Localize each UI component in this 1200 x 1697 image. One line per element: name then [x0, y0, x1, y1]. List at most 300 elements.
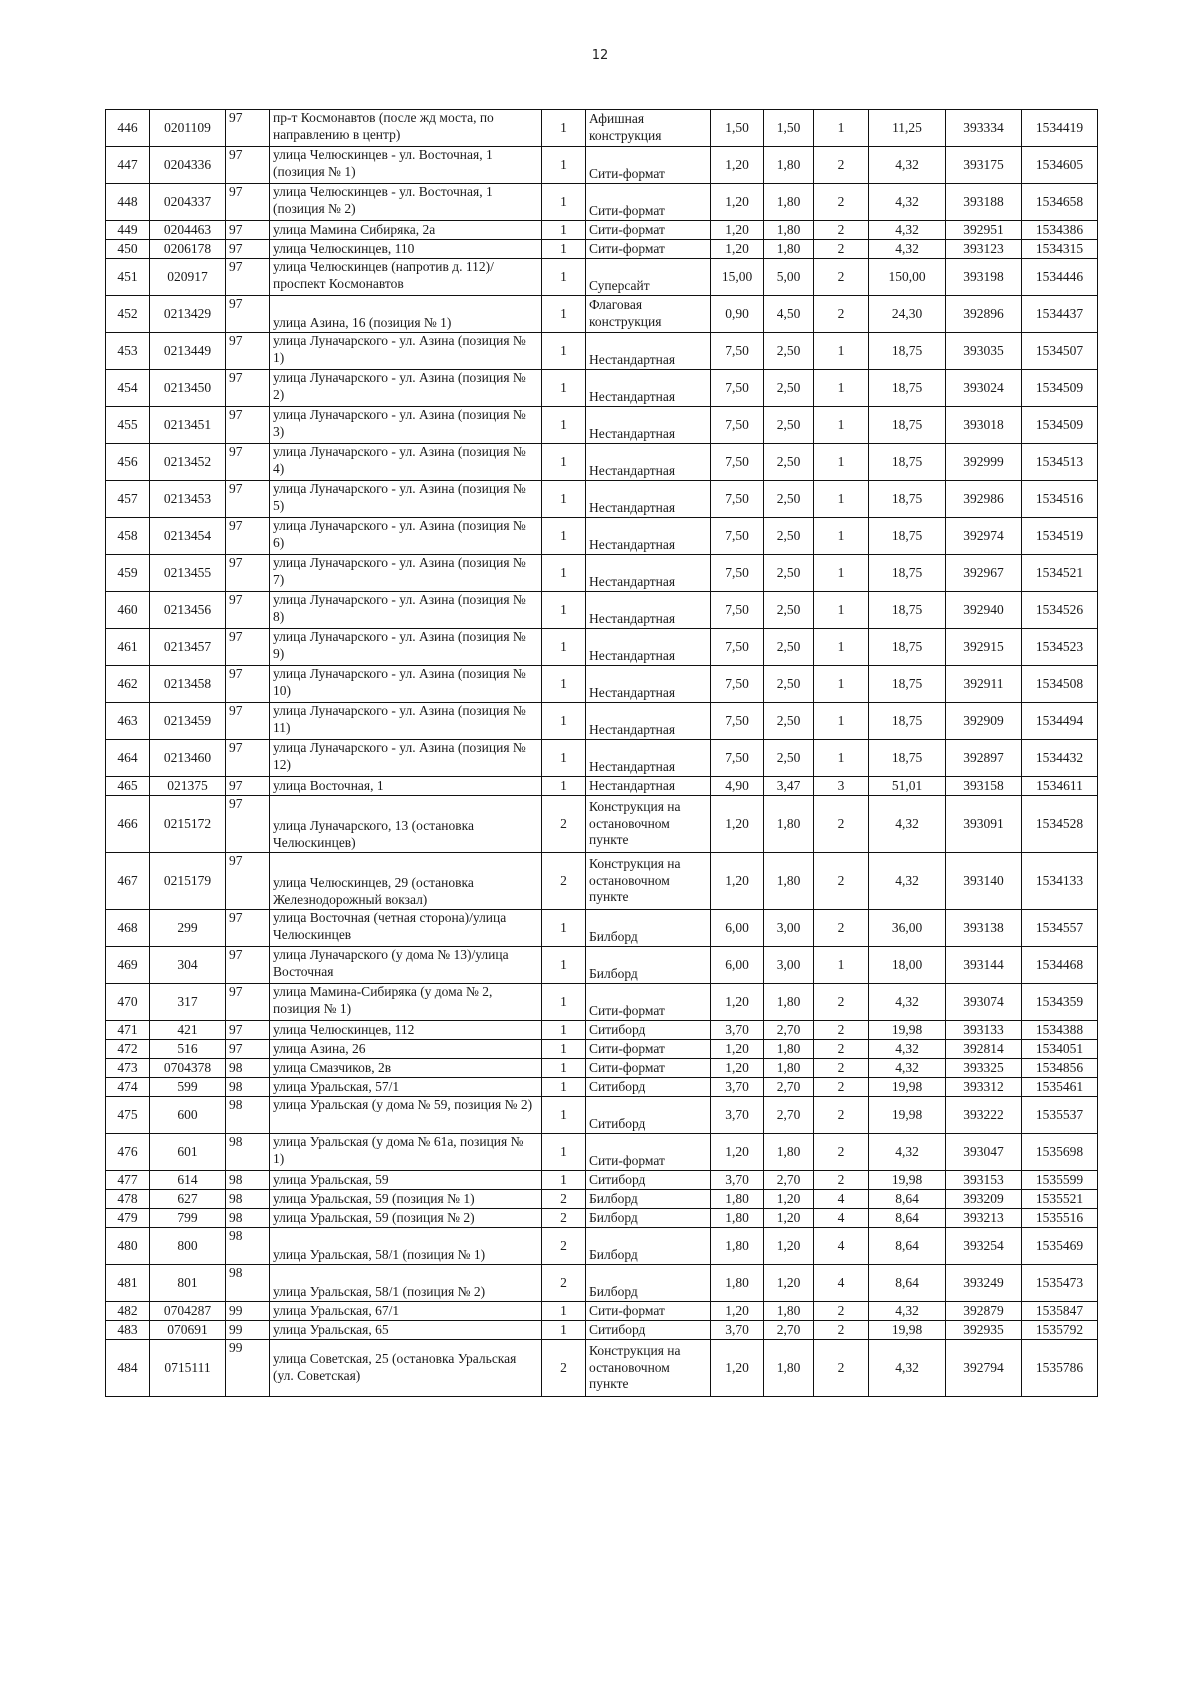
- cell-height: 2,50: [764, 555, 814, 592]
- cell-code: 0206178: [150, 240, 226, 259]
- cell-code: 0213451: [150, 407, 226, 444]
- cell-sides: 2: [542, 1340, 586, 1397]
- cell-district: 98: [226, 1228, 270, 1265]
- cell-y-coordinate: 1534446: [1022, 259, 1098, 296]
- cell-x-coordinate: 393158: [946, 777, 1022, 796]
- table-row: [106, 296, 1098, 333]
- table-row: [106, 184, 1098, 221]
- table-row: [106, 259, 1098, 296]
- cell-height: 1,80: [764, 1134, 814, 1171]
- cell-sides: 1: [542, 1021, 586, 1040]
- cell-code: 317: [150, 984, 226, 1021]
- cell-type: Сити-формат: [586, 221, 711, 240]
- cell-x-coordinate: 393140: [946, 853, 1022, 910]
- cell-number: 462: [106, 666, 150, 703]
- cell-x-coordinate: 393325: [946, 1059, 1022, 1078]
- cell-x-coordinate: 393175: [946, 147, 1022, 184]
- cell-sides: 1: [542, 777, 586, 796]
- cell-area: 150,00: [869, 259, 946, 296]
- cell-width: 7,50: [711, 444, 764, 481]
- cell-district: 97: [226, 221, 270, 240]
- cell-sides: 1: [542, 221, 586, 240]
- cell-number: 451: [106, 259, 150, 296]
- cell-x-coordinate: 393188: [946, 184, 1022, 221]
- cell-area: 18,75: [869, 444, 946, 481]
- cell-height: 2,50: [764, 407, 814, 444]
- cell-height: 2,50: [764, 592, 814, 629]
- cell-area: 18,75: [869, 518, 946, 555]
- cell-type: Афишная конструкция: [586, 110, 711, 147]
- cell-number: 482: [106, 1302, 150, 1321]
- cell-code: 0215179: [150, 853, 226, 910]
- cell-x-coordinate: 392794: [946, 1340, 1022, 1397]
- cell-width: 7,50: [711, 592, 764, 629]
- cell-y-coordinate: 1535473: [1022, 1265, 1098, 1302]
- cell-area: 4,32: [869, 1040, 946, 1059]
- cell-sides: 1: [542, 592, 586, 629]
- table-row: [106, 1190, 1098, 1209]
- cell-type: Билборд: [586, 910, 711, 947]
- cell-x-coordinate: 393209: [946, 1190, 1022, 1209]
- cell-code: 0213454: [150, 518, 226, 555]
- cell-area: 36,00: [869, 910, 946, 947]
- cell-district: 99: [226, 1302, 270, 1321]
- cell-faces: 2: [814, 1097, 869, 1134]
- table-row: [106, 1171, 1098, 1190]
- cell-sides: 1: [542, 947, 586, 984]
- cell-width: 3,70: [711, 1078, 764, 1097]
- table-row: [106, 147, 1098, 184]
- cell-y-coordinate: 1534388: [1022, 1021, 1098, 1040]
- cell-type: Нестандартная: [586, 555, 711, 592]
- cell-type: Сити-формат: [586, 240, 711, 259]
- cell-faces: 2: [814, 910, 869, 947]
- cell-sides: 1: [542, 666, 586, 703]
- cell-height: 2,50: [764, 370, 814, 407]
- cell-sides: 1: [542, 481, 586, 518]
- cell-faces: 4: [814, 1209, 869, 1228]
- cell-address: улица Восточная, 1: [270, 777, 542, 796]
- cell-y-coordinate: 1534611: [1022, 777, 1098, 796]
- cell-x-coordinate: 393133: [946, 1021, 1022, 1040]
- cell-area: 18,75: [869, 481, 946, 518]
- cell-width: 6,00: [711, 947, 764, 984]
- cell-address: улица Челюскинцев - ул. Восточная, 1 (позиция № 2): [270, 184, 542, 221]
- cell-address: улица Мамина-Сибиряка (у дома № 2, позиция № 1): [270, 984, 542, 1021]
- cell-type: Нестандартная: [586, 629, 711, 666]
- cell-code: 0213459: [150, 703, 226, 740]
- cell-number: 477: [106, 1171, 150, 1190]
- cell-district: 98: [226, 1097, 270, 1134]
- cell-number: 483: [106, 1321, 150, 1340]
- cell-number: 453: [106, 333, 150, 370]
- table-row: [106, 1059, 1098, 1078]
- cell-height: 1,20: [764, 1228, 814, 1265]
- cell-y-coordinate: 1534516: [1022, 481, 1098, 518]
- cell-address: улица Челюскинцев, 112: [270, 1021, 542, 1040]
- cell-code: 801: [150, 1265, 226, 1302]
- cell-x-coordinate: 393334: [946, 110, 1022, 147]
- cell-sides: 1: [542, 147, 586, 184]
- cell-width: 1,20: [711, 1340, 764, 1397]
- cell-code: 0215172: [150, 796, 226, 853]
- cell-height: 2,50: [764, 518, 814, 555]
- cell-type: Нестандартная: [586, 518, 711, 555]
- cell-number: 470: [106, 984, 150, 1021]
- cell-height: 1,80: [764, 984, 814, 1021]
- cell-number: 475: [106, 1097, 150, 1134]
- cell-area: 4,32: [869, 984, 946, 1021]
- cell-area: 4,32: [869, 240, 946, 259]
- cell-code: 020917: [150, 259, 226, 296]
- cell-x-coordinate: 393213: [946, 1209, 1022, 1228]
- cell-faces: 2: [814, 296, 869, 333]
- cell-address: улица Челюскинцев (напротив д. 112)/проспект Космонавтов: [270, 259, 542, 296]
- cell-type: Ситиборд: [586, 1171, 711, 1190]
- cell-district: 97: [226, 296, 270, 333]
- cell-area: 19,98: [869, 1078, 946, 1097]
- table-row: [106, 370, 1098, 407]
- cell-sides: 1: [542, 296, 586, 333]
- cell-faces: 1: [814, 947, 869, 984]
- cell-x-coordinate: 392814: [946, 1040, 1022, 1059]
- page-number: 12: [591, 48, 609, 63]
- cell-x-coordinate: 392896: [946, 296, 1022, 333]
- cell-code: 0213449: [150, 333, 226, 370]
- cell-sides: 1: [542, 518, 586, 555]
- cell-address: улица Луначарского - ул. Азина (позиция № 6): [270, 518, 542, 555]
- cell-number: 480: [106, 1228, 150, 1265]
- cell-code: 070691: [150, 1321, 226, 1340]
- cell-address: улица Луначарского - ул. Азина (позиция № 3): [270, 407, 542, 444]
- table-row: [106, 240, 1098, 259]
- cell-sides: 2: [542, 1209, 586, 1228]
- cell-y-coordinate: 1534521: [1022, 555, 1098, 592]
- cell-sides: 1: [542, 1171, 586, 1190]
- cell-type: Нестандартная: [586, 444, 711, 481]
- cell-width: 7,50: [711, 740, 764, 777]
- cell-code: 0213452: [150, 444, 226, 481]
- cell-sides: 1: [542, 629, 586, 666]
- cell-address: улица Уральская, 67/1: [270, 1302, 542, 1321]
- cell-width: 7,50: [711, 370, 764, 407]
- cell-district: 97: [226, 796, 270, 853]
- cell-number: 446: [106, 110, 150, 147]
- cell-faces: 2: [814, 1021, 869, 1040]
- cell-height: 1,20: [764, 1265, 814, 1302]
- table-row: [106, 1134, 1098, 1171]
- cell-x-coordinate: 392951: [946, 221, 1022, 240]
- cell-x-coordinate: 392915: [946, 629, 1022, 666]
- table-row: [106, 910, 1098, 947]
- cell-address: улица Уральская, 65: [270, 1321, 542, 1340]
- cell-width: 1,80: [711, 1265, 764, 1302]
- cell-district: 97: [226, 1040, 270, 1059]
- cell-y-coordinate: 1535698: [1022, 1134, 1098, 1171]
- cell-y-coordinate: 1534494: [1022, 703, 1098, 740]
- cell-faces: 4: [814, 1228, 869, 1265]
- cell-width: 1,80: [711, 1228, 764, 1265]
- cell-width: 7,50: [711, 555, 764, 592]
- cell-address: пр-т Космонавтов (после жд моста, по направлению в центр): [270, 110, 542, 147]
- cell-district: 97: [226, 703, 270, 740]
- table-row: [106, 110, 1098, 147]
- cell-district: 97: [226, 333, 270, 370]
- cell-area: 18,75: [869, 666, 946, 703]
- cell-sides: 1: [542, 333, 586, 370]
- cell-sides: 1: [542, 407, 586, 444]
- cell-number: 484: [106, 1340, 150, 1397]
- cell-sides: 1: [542, 1059, 586, 1078]
- cell-type: Конструкция на остановочном пункте: [586, 1340, 711, 1397]
- cell-height: 2,50: [764, 666, 814, 703]
- cell-number: 464: [106, 740, 150, 777]
- cell-faces: 2: [814, 147, 869, 184]
- cell-y-coordinate: 1534432: [1022, 740, 1098, 777]
- cell-width: 7,50: [711, 333, 764, 370]
- cell-number: 454: [106, 370, 150, 407]
- cell-district: 98: [226, 1134, 270, 1171]
- cell-area: 18,75: [869, 407, 946, 444]
- cell-sides: 1: [542, 1097, 586, 1134]
- cell-faces: 2: [814, 1340, 869, 1397]
- cell-code: 299: [150, 910, 226, 947]
- cell-number: 473: [106, 1059, 150, 1078]
- cell-sides: 1: [542, 555, 586, 592]
- cell-width: 1,20: [711, 184, 764, 221]
- cell-sides: 1: [542, 110, 586, 147]
- cell-number: 478: [106, 1190, 150, 1209]
- cell-height: 2,50: [764, 629, 814, 666]
- cell-faces: 1: [814, 666, 869, 703]
- cell-y-coordinate: 1534508: [1022, 666, 1098, 703]
- cell-y-coordinate: 1535786: [1022, 1340, 1098, 1397]
- cell-sides: 1: [542, 259, 586, 296]
- cell-y-coordinate: 1534315: [1022, 240, 1098, 259]
- cell-type: Флаговая конструкция: [586, 296, 711, 333]
- cell-faces: 1: [814, 518, 869, 555]
- cell-x-coordinate: 393123: [946, 240, 1022, 259]
- cell-code: 0213460: [150, 740, 226, 777]
- table-row: [106, 1302, 1098, 1321]
- cell-y-coordinate: 1534419: [1022, 110, 1098, 147]
- cell-y-coordinate: 1534605: [1022, 147, 1098, 184]
- cell-area: 4,32: [869, 853, 946, 910]
- cell-height: 2,50: [764, 703, 814, 740]
- cell-width: 1,20: [711, 1302, 764, 1321]
- cell-sides: 1: [542, 1040, 586, 1059]
- cell-type: Нестандартная: [586, 592, 711, 629]
- cell-faces: 3: [814, 777, 869, 796]
- cell-x-coordinate: 392999: [946, 444, 1022, 481]
- cell-width: 1,20: [711, 796, 764, 853]
- cell-code: 0715111: [150, 1340, 226, 1397]
- cell-address: улица Луначарского - ул. Азина (позиция № 12): [270, 740, 542, 777]
- cell-code: 0213457: [150, 629, 226, 666]
- cell-x-coordinate: 392986: [946, 481, 1022, 518]
- cell-faces: 4: [814, 1190, 869, 1209]
- cell-height: 1,50: [764, 110, 814, 147]
- cell-type: Суперсайт: [586, 259, 711, 296]
- cell-area: 8,64: [869, 1190, 946, 1209]
- cell-faces: 2: [814, 221, 869, 240]
- cell-type: Нестандартная: [586, 407, 711, 444]
- cell-width: 7,50: [711, 666, 764, 703]
- cell-y-coordinate: 1535847: [1022, 1302, 1098, 1321]
- cell-x-coordinate: 392967: [946, 555, 1022, 592]
- cell-area: 18,75: [869, 333, 946, 370]
- table-row: [106, 1078, 1098, 1097]
- cell-district: 97: [226, 1021, 270, 1040]
- cell-width: 6,00: [711, 910, 764, 947]
- cell-code: 800: [150, 1228, 226, 1265]
- cell-faces: 2: [814, 184, 869, 221]
- cell-type: Билборд: [586, 1228, 711, 1265]
- cell-x-coordinate: 392940: [946, 592, 1022, 629]
- cell-code: 0704378: [150, 1059, 226, 1078]
- cell-faces: 1: [814, 703, 869, 740]
- cell-height: 2,50: [764, 333, 814, 370]
- cell-width: 1,20: [711, 984, 764, 1021]
- cell-height: 2,50: [764, 481, 814, 518]
- cell-width: 1,20: [711, 240, 764, 259]
- cell-district: 97: [226, 407, 270, 444]
- table-row: [106, 1265, 1098, 1302]
- cell-width: 1,50: [711, 110, 764, 147]
- cell-faces: 2: [814, 1078, 869, 1097]
- cell-x-coordinate: 393198: [946, 259, 1022, 296]
- cell-width: 1,20: [711, 1059, 764, 1078]
- cell-area: 19,98: [869, 1021, 946, 1040]
- cell-sides: 2: [542, 1228, 586, 1265]
- table-row: [106, 947, 1098, 984]
- cell-address: улица Уральская, 58/1 (позиция № 2): [270, 1265, 542, 1302]
- cell-width: 3,70: [711, 1097, 764, 1134]
- cell-x-coordinate: 393222: [946, 1097, 1022, 1134]
- cell-address: улица Уральская, 59: [270, 1171, 542, 1190]
- cell-y-coordinate: 1534557: [1022, 910, 1098, 947]
- cell-type: Сити-формат: [586, 1302, 711, 1321]
- cell-address: улица Уральская, 59 (позиция № 2): [270, 1209, 542, 1228]
- cell-type: Нестандартная: [586, 666, 711, 703]
- cell-type: Конструкция на остановочном пункте: [586, 853, 711, 910]
- table-row: [106, 629, 1098, 666]
- cell-faces: 1: [814, 740, 869, 777]
- cell-district: 97: [226, 184, 270, 221]
- cell-number: 452: [106, 296, 150, 333]
- cell-type: Ситиборд: [586, 1021, 711, 1040]
- cell-faces: 2: [814, 259, 869, 296]
- cell-type: Нестандартная: [586, 333, 711, 370]
- cell-height: 3,00: [764, 910, 814, 947]
- cell-number: 467: [106, 853, 150, 910]
- cell-area: 18,75: [869, 555, 946, 592]
- cell-address: улица Челюскинцев, 110: [270, 240, 542, 259]
- cell-y-coordinate: 1535461: [1022, 1078, 1098, 1097]
- cell-sides: 2: [542, 853, 586, 910]
- cell-height: 2,50: [764, 740, 814, 777]
- table-row: [106, 555, 1098, 592]
- cell-district: 97: [226, 947, 270, 984]
- cell-sides: 1: [542, 444, 586, 481]
- cell-number: 456: [106, 444, 150, 481]
- cell-area: 4,32: [869, 1134, 946, 1171]
- cell-height: 1,80: [764, 240, 814, 259]
- cell-number: 474: [106, 1078, 150, 1097]
- cell-height: 1,80: [764, 1040, 814, 1059]
- cell-width: 1,80: [711, 1209, 764, 1228]
- cell-code: 0213455: [150, 555, 226, 592]
- cell-x-coordinate: 393144: [946, 947, 1022, 984]
- cell-number: 455: [106, 407, 150, 444]
- cell-x-coordinate: 392897: [946, 740, 1022, 777]
- cell-sides: 1: [542, 184, 586, 221]
- cell-code: 0704287: [150, 1302, 226, 1321]
- table-row: [106, 518, 1098, 555]
- cell-number: 463: [106, 703, 150, 740]
- cell-district: 98: [226, 1190, 270, 1209]
- cell-code: 0213453: [150, 481, 226, 518]
- cell-address: улица Советская, 25 (остановка Уральская (ул. Советская): [270, 1340, 542, 1397]
- cell-x-coordinate: 393074: [946, 984, 1022, 1021]
- cell-number: 450: [106, 240, 150, 259]
- cell-number: 448: [106, 184, 150, 221]
- cell-district: 97: [226, 853, 270, 910]
- table-row: [106, 481, 1098, 518]
- cell-number: 459: [106, 555, 150, 592]
- cell-area: 19,98: [869, 1321, 946, 1340]
- cell-sides: 1: [542, 910, 586, 947]
- cell-faces: 2: [814, 984, 869, 1021]
- cell-code: 599: [150, 1078, 226, 1097]
- cell-width: 0,90: [711, 296, 764, 333]
- cell-width: 3,70: [711, 1021, 764, 1040]
- cell-x-coordinate: 393091: [946, 796, 1022, 853]
- cell-type: Нестандартная: [586, 703, 711, 740]
- cell-height: 1,80: [764, 1302, 814, 1321]
- cell-area: 11,25: [869, 110, 946, 147]
- cell-width: 1,80: [711, 1190, 764, 1209]
- cell-faces: 2: [814, 1171, 869, 1190]
- cell-sides: 1: [542, 1302, 586, 1321]
- cell-y-coordinate: 1535469: [1022, 1228, 1098, 1265]
- cell-faces: 1: [814, 555, 869, 592]
- cell-y-coordinate: 1534133: [1022, 853, 1098, 910]
- cell-height: 2,70: [764, 1078, 814, 1097]
- cell-x-coordinate: 392909: [946, 703, 1022, 740]
- cell-address: улица Челюскинцев - ул. Восточная, 1 (позиция № 1): [270, 147, 542, 184]
- cell-number: 479: [106, 1209, 150, 1228]
- cell-district: 97: [226, 370, 270, 407]
- cell-sides: 1: [542, 1134, 586, 1171]
- cell-address: улица Луначарского, 13 (остановка Челюскинцев): [270, 796, 542, 853]
- cell-y-coordinate: 1534507: [1022, 333, 1098, 370]
- cell-y-coordinate: 1535521: [1022, 1190, 1098, 1209]
- cell-address: улица Уральская, 57/1: [270, 1078, 542, 1097]
- cell-x-coordinate: 393035: [946, 333, 1022, 370]
- table-row: [106, 1097, 1098, 1134]
- cell-code: 627: [150, 1190, 226, 1209]
- cell-area: 18,75: [869, 370, 946, 407]
- cell-y-coordinate: 1534528: [1022, 796, 1098, 853]
- cell-district: 97: [226, 666, 270, 703]
- table-row: [106, 984, 1098, 1021]
- cell-district: 97: [226, 777, 270, 796]
- cell-type: Ситиборд: [586, 1097, 711, 1134]
- cell-area: 19,98: [869, 1097, 946, 1134]
- cell-address: улица Уральская (у дома № 61а, позиция № 1): [270, 1134, 542, 1171]
- cell-faces: 1: [814, 333, 869, 370]
